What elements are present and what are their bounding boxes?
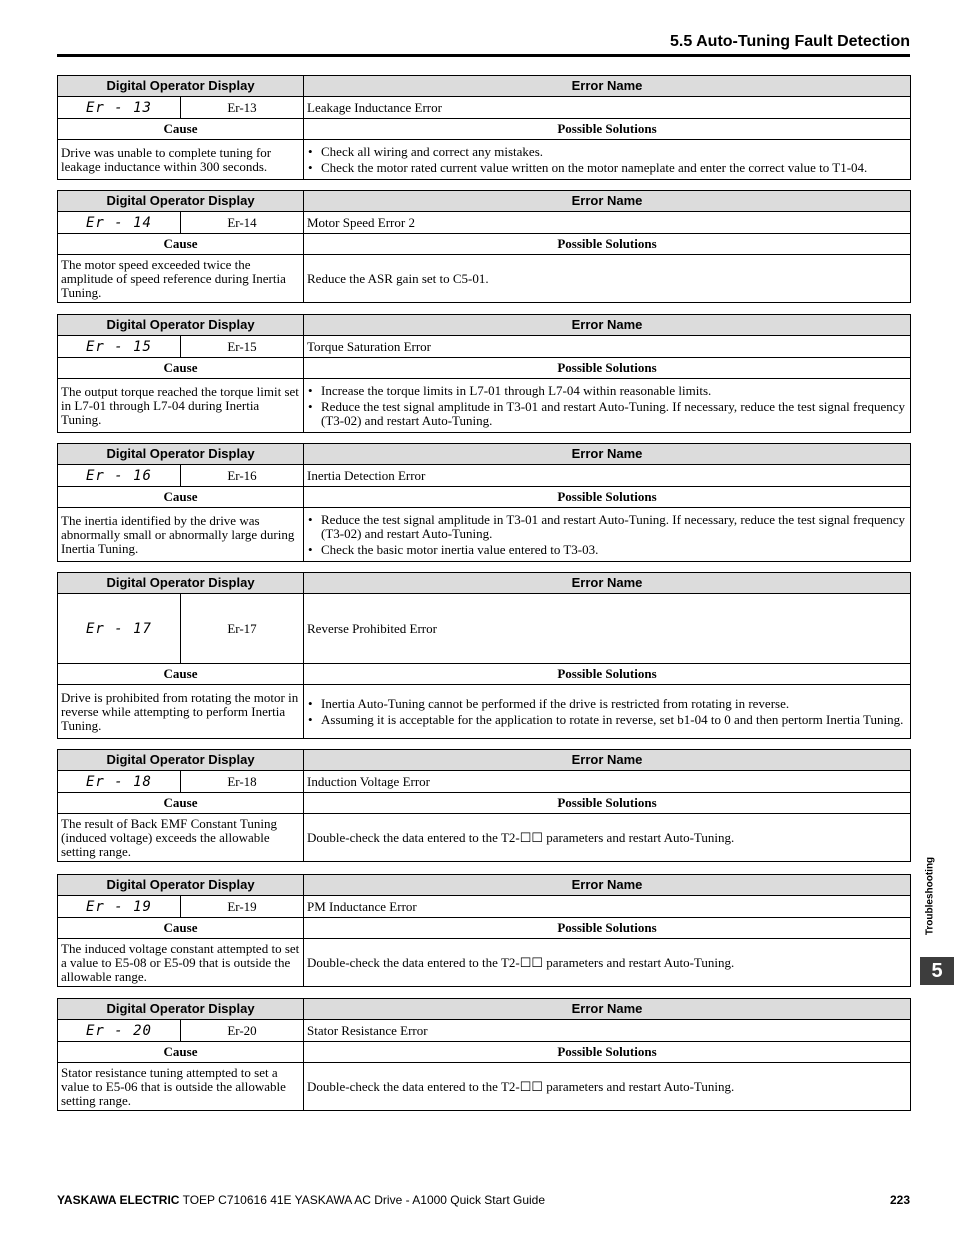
error-name-header: Error Name — [304, 315, 911, 336]
solutions-cell — [304, 379, 911, 433]
fault-table-er20 — [57, 998, 911, 1111]
cause-text: The induced voltage constant attempted to set a value to E5-08 or E5-09 that is outside the allowable range. — [58, 939, 304, 987]
solution-item: • Reduce the test signal amplitude in T3-01 and restart Auto-Tuning. If necessary, reduce the test signal frequency (T3-02) and restart Auto-Tuning. — [307, 400, 907, 428]
fault-table-er15 — [57, 314, 911, 433]
display-header: Digital Operator Display — [58, 191, 304, 212]
solution-item: • Check all wiring and correct any mistakes. — [307, 145, 907, 159]
fault-table-er18 — [57, 749, 911, 862]
cause-header: Cause — [58, 119, 304, 140]
display-header: Digital Operator Display — [58, 444, 304, 465]
cause-header: Cause — [58, 234, 304, 255]
solution-item: • Assuming it is acceptable for the application to rotate in reverse, set b1-04 to 0 and then pertorm Inertia Tuning. — [307, 713, 907, 727]
fault-code: Er-14 — [181, 212, 304, 234]
solutions-header: Possible Solutions — [304, 918, 911, 939]
chapter-tab: 5 — [920, 957, 954, 985]
fault-table-er19 — [57, 874, 911, 987]
display-header: Digital Operator Display — [58, 76, 304, 97]
error-name: Induction Voltage Error — [304, 771, 911, 793]
operator-display: Er - 18 — [58, 771, 181, 793]
error-name: Torque Saturation Error — [304, 336, 911, 358]
operator-display: Er - 16 — [58, 465, 181, 487]
operator-display: Er - 13 — [58, 97, 181, 119]
solutions-header: Possible Solutions — [304, 664, 911, 685]
cause-header: Cause — [58, 1042, 304, 1063]
display-header: Digital Operator Display — [58, 875, 304, 896]
error-name-header: Error Name — [304, 573, 911, 594]
fault-table-er14 — [57, 190, 911, 303]
solution-text: Double-check the data entered to the T2-☐☐ parameters and restart Auto-Tuning. — [304, 814, 911, 862]
error-name-header: Error Name — [304, 444, 911, 465]
solutions-header: Possible Solutions — [304, 234, 911, 255]
error-name-header: Error Name — [304, 191, 911, 212]
solution-item: • Check the motor rated current value written on the motor nameplate and enter the correct value to T1-04. — [307, 161, 907, 175]
solution-text: Double-check the data entered to the T2-☐☐ parameters and restart Auto-Tuning. — [304, 1063, 911, 1111]
footer-doc-title: TOEP C710616 41E YASKAWA AC Drive - A1000 Quick Start Guide — [182, 1193, 546, 1207]
cause-text: Stator resistance tuning attempted to set a value to E5-06 that is outside the allowable setting range. — [58, 1063, 304, 1111]
fault-code: Er-16 — [181, 465, 304, 487]
cause-header: Cause — [58, 793, 304, 814]
cause-text: Drive is prohibited from rotating the motor in reverse while attempting to perform Inertia Tuning. — [58, 685, 304, 739]
page-title: 5.5 Auto-Tuning Fault Detection — [670, 33, 910, 50]
solution-item: • Inertia Auto-Tuning cannot be performed if the drive is restricted from rotating in reverse. — [307, 697, 907, 711]
operator-display: Er - 15 — [58, 336, 181, 358]
fault-code: Er-20 — [181, 1020, 304, 1042]
solution-item: • Increase the torque limits in L7-01 through L7-04 within reasonable limits. — [307, 384, 907, 398]
fault-code: Er-18 — [181, 771, 304, 793]
solutions-cell — [304, 685, 911, 739]
page-number: 223 — [889, 1193, 910, 1207]
solutions-header: Possible Solutions — [304, 793, 911, 814]
error-name: Stator Resistance Error — [304, 1020, 911, 1042]
error-name: Inertia Detection Error — [304, 465, 911, 487]
display-header: Digital Operator Display — [58, 750, 304, 771]
error-name: Reverse Prohibited Error — [304, 594, 911, 664]
error-name: Motor Speed Error 2 — [304, 212, 911, 234]
error-name-header: Error Name — [304, 76, 911, 97]
solutions-header: Possible Solutions — [304, 487, 911, 508]
cause-header: Cause — [58, 664, 304, 685]
error-name-header: Error Name — [304, 999, 911, 1020]
solutions-cell — [304, 140, 911, 180]
error-name-header: Error Name — [304, 875, 911, 896]
error-name: PM Inductance Error — [304, 896, 911, 918]
side-section-label — [921, 848, 939, 944]
cause-text: The result of Back EMF Constant Tuning (induced voltage) exceeds the allowable setting range. — [58, 814, 304, 862]
display-header: Digital Operator Display — [58, 573, 304, 594]
cause-text: The inertia identified by the drive was abnormally small or abnormally large during Inertia Tuning. — [58, 508, 304, 562]
fault-table-er13 — [57, 75, 911, 180]
cause-text: The output torque reached the torque limit set in L7-01 through L7-04 during Inertia Tuning. — [58, 379, 304, 433]
solution-item: • Check the basic motor inertia value entered to T3-03. — [307, 543, 907, 557]
cause-text: Drive was unable to complete tuning for leakage inductance within 300 seconds. — [58, 140, 304, 180]
fault-code: Er-17 — [181, 594, 304, 664]
operator-display: Er - 20 — [58, 1020, 181, 1042]
fault-table-er17 — [57, 572, 911, 739]
solution-text: Reduce the ASR gain set to C5-01. — [304, 255, 911, 303]
cause-text: The motor speed exceeded twice the amplitude of speed reference during Inertia Tuning. — [58, 255, 304, 303]
solutions-header: Possible Solutions — [304, 119, 911, 140]
cause-header: Cause — [58, 918, 304, 939]
display-header: Digital Operator Display — [58, 315, 304, 336]
cause-header: Cause — [58, 358, 304, 379]
cause-header: Cause — [58, 487, 304, 508]
fault-code: Er-13 — [181, 97, 304, 119]
operator-display: Er - 17 — [58, 594, 181, 664]
solutions-cell — [304, 508, 911, 562]
footer-doc-info — [57, 1193, 545, 1207]
error-name: Leakage Inductance Error — [304, 97, 911, 119]
solution-item: • Reduce the test signal amplitude in T3-01 and restart Auto-Tuning. If necessary, reduce the test signal frequency (T3-02) and restart Auto-Tuning. — [307, 513, 907, 541]
side-section-text: Troubleshooting — [924, 856, 936, 936]
solutions-header: Possible Solutions — [304, 1042, 911, 1063]
operator-display: Er - 19 — [58, 896, 181, 918]
fault-code: Er-15 — [181, 336, 304, 358]
operator-display: Er - 14 — [58, 212, 181, 234]
footer-brand: YASKAWA ELECTRIC — [57, 1193, 180, 1207]
error-name-header: Error Name — [304, 750, 911, 771]
header-rule — [57, 54, 910, 57]
solutions-header: Possible Solutions — [304, 358, 911, 379]
fault-table-er16 — [57, 443, 911, 562]
solution-text: Double-check the data entered to the T2-☐☐ parameters and restart Auto-Tuning. — [304, 939, 911, 987]
display-header: Digital Operator Display — [58, 999, 304, 1020]
fault-code: Er-19 — [181, 896, 304, 918]
